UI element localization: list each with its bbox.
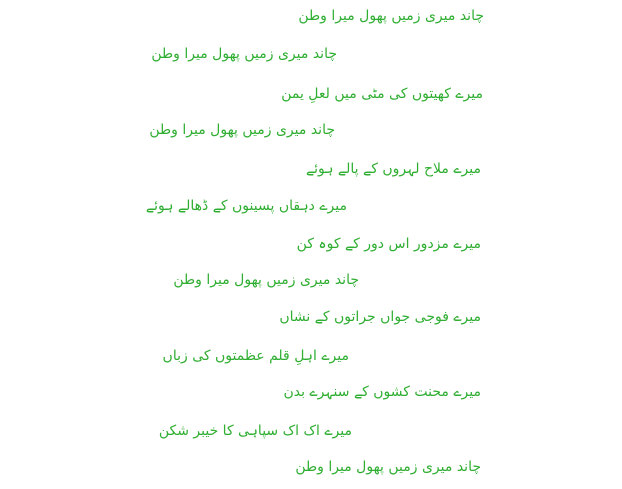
- poem-line: میرے اک اک سپاہی کا خیبر شکن: [158, 423, 352, 439]
- poem-line: میرے اہلِ قلم عظمتوں کی زباں: [162, 348, 349, 364]
- poem-line-refrain: چاند میری زمیں پھول میرا وطن: [151, 46, 337, 62]
- poem-line: میرے ملاح لہروں کے پالے ہوئے: [305, 161, 481, 177]
- poem-line: میرے فوجی جواں جراتوں کے نشاں: [279, 309, 481, 325]
- poem-line: میرے محنت کشوں کے سنہرے بدن: [283, 384, 481, 400]
- poem-line: میرے دہقاں پسینوں کے ڈھالے ہوئے: [145, 198, 347, 214]
- poem-line-refrain: چاند میری زمیں پھول میرا وطن: [149, 122, 335, 138]
- poem-line: میرے مزدور اس دور کے کوہ کن: [296, 236, 481, 252]
- poem-line-refrain: چاند میری زمیں پھول میرا وطن: [295, 459, 481, 475]
- poem-line-refrain: چاند میری زمیں پھول میرا وطن: [173, 272, 359, 288]
- poem-line: میرے کھیتوں کی مٹی میں لعلِ یمن: [281, 86, 483, 102]
- poem-line-refrain: چاند میری زمیں پھول میرا وطن: [298, 8, 484, 24]
